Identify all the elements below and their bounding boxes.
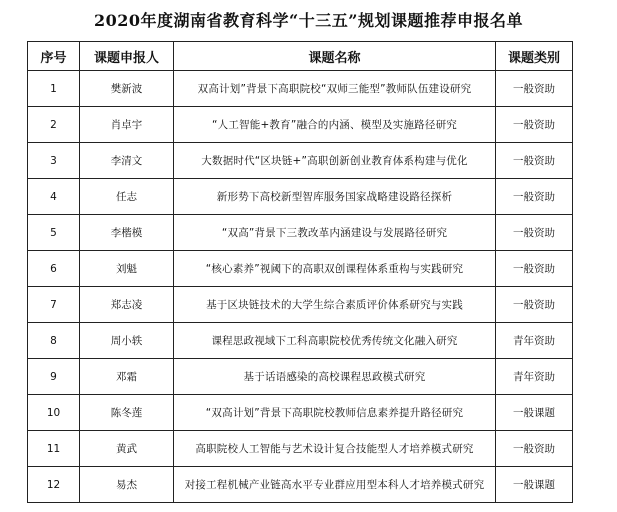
cell-seq: 4 [28,179,80,215]
cell-category: 一般资助 [496,143,573,179]
header-row [28,42,573,71]
cell-category: 一般课题 [496,467,573,503]
cell-category: 青年资助 [496,323,573,359]
cell-topic: “人工智能+教育”融合的内涵、模型及实施路径研究 [174,107,496,143]
cell-seq: 10 [28,395,80,431]
table-row [28,287,573,323]
cell-topic: “核心素养”视阈下的高职双创课程体系重构与实践研究 [174,251,496,287]
cell-applicant: 邓霜 [80,359,174,395]
table-row [28,71,573,107]
cell-applicant: 黄武 [80,431,174,467]
header-seq: 序号 [28,42,80,71]
cell-applicant: 陈冬莲 [80,395,174,431]
cell-seq: 9 [28,359,80,395]
table-row [28,215,573,251]
cell-seq: 12 [28,467,80,503]
table-row [28,251,573,287]
header-applicant: 课题申报人 [80,42,174,71]
cell-topic: 新形势下高校新型智库服务国家战略建设路径探析 [174,179,496,215]
cell-seq: 6 [28,251,80,287]
header-topic: 课题名称 [174,42,496,71]
cell-applicant: 郑志凌 [80,287,174,323]
cell-category: 一般资助 [496,431,573,467]
table-row [28,107,573,143]
cell-category: 一般资助 [496,287,573,323]
cell-category: 一般资助 [496,179,573,215]
cell-seq: 11 [28,431,80,467]
cell-category: 一般资助 [496,215,573,251]
cell-seq: 7 [28,287,80,323]
applicant-table [27,41,573,503]
cell-category: 一般资助 [496,251,573,287]
cell-seq: 1 [28,71,80,107]
cell-topic: 对接工程机械产业链高水平专业群应用型本科人才培养模式研究 [174,467,496,503]
table-row [28,467,573,503]
cell-topic: “双高计划”背景下高职院校教师信息素养提升路径研究 [174,395,496,431]
table-row [28,179,573,215]
cell-seq: 2 [28,107,80,143]
cell-topic: 基于区块链技术的大学生综合素质评价体系研究与实践 [174,287,496,323]
cell-topic: 基于话语感染的高校课程思政模式研究 [174,359,496,395]
table-row [28,431,573,467]
header-category: 课题类别 [496,42,573,71]
page-title: 2020年度湖南省教育科学“十三五”规划课题推荐申报名单 [94,11,523,30]
table-row [28,395,573,431]
cell-topic: 课程思政视域下工科高职院校优秀传统文化融入研究 [174,323,496,359]
cell-applicant: 周小轶 [80,323,174,359]
table-row [28,359,573,395]
cell-category: 一般资助 [496,71,573,107]
cell-topic: 双高计划”背景下高职院校“双师三能型”教师队伍建设研究 [174,71,496,107]
cell-category: 一般课题 [496,395,573,431]
cell-applicant: 刘魁 [80,251,174,287]
cell-topic: “双高”背景下三教改革内涵建设与发展路径研究 [174,215,496,251]
cell-applicant: 樊新波 [80,71,174,107]
cell-applicant: 肖卓宇 [80,107,174,143]
cell-seq: 8 [28,323,80,359]
cell-category: 一般资助 [496,107,573,143]
cell-category: 青年资助 [496,359,573,395]
cell-topic: 高职院校人工智能与艺术设计复合技能型人才培养模式研究 [174,431,496,467]
cell-seq: 3 [28,143,80,179]
cell-applicant: 易杰 [80,467,174,503]
cell-applicant: 任志 [80,179,174,215]
cell-seq: 5 [28,215,80,251]
cell-topic: 大数据时代“区块链+”高职创新创业教育体系构建与优化 [174,143,496,179]
table-row [28,143,573,179]
cell-applicant: 李楷模 [80,215,174,251]
table-row [28,323,573,359]
cell-applicant: 李清文 [80,143,174,179]
